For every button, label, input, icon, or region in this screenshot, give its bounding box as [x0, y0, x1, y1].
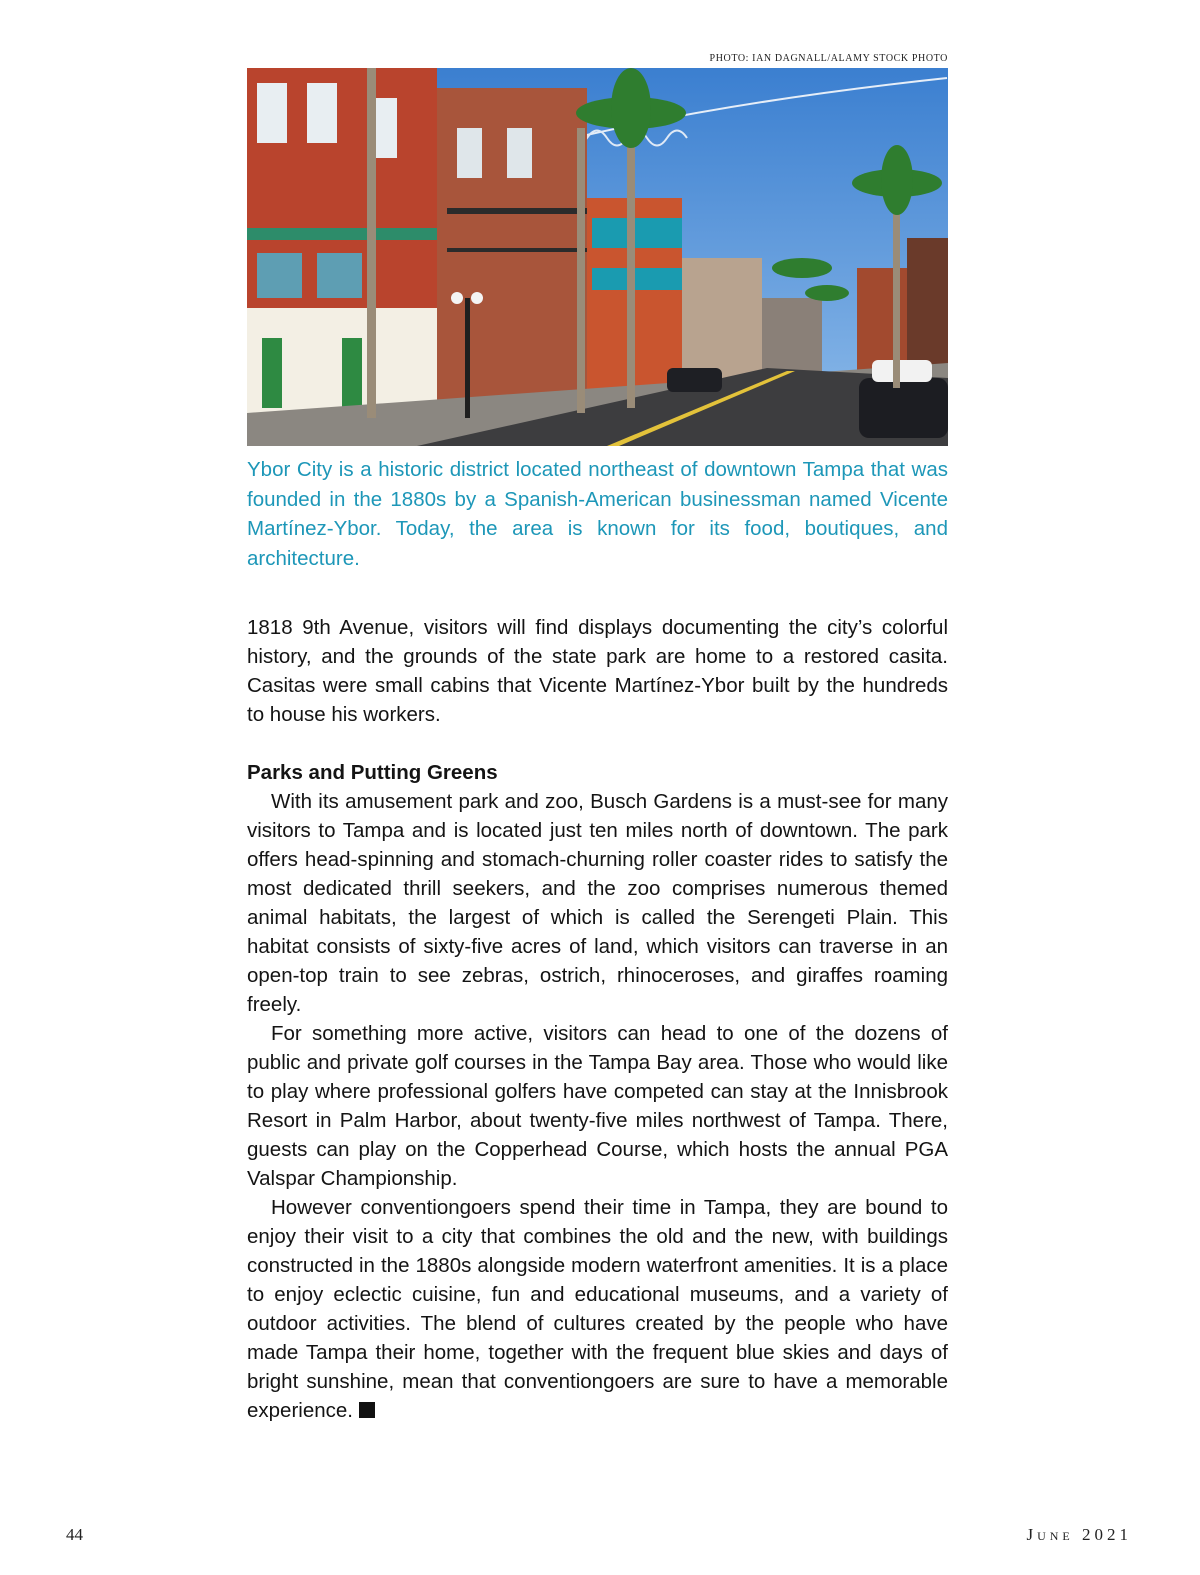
- article-body: [247, 613, 948, 1425]
- issue-date: June 2021: [1026, 1525, 1132, 1544]
- conclusion-text: However conventiongoers spend their time in Tampa, they are bound to enjoy their visit to a city that combines the old and the new, with buildings constructed in the 1880s alongside modern waterfront amenities. It is a place to enjoy eclectic cuisine, fun and educational museums, and a variety of outdoor activities. The blend of cultures created by the people who have made Tampa their home, together with the frequent blue skies and days of bright sunshine, mean that conventiongoers are sure to have a memorable experience.: [247, 1196, 948, 1422]
- paragraph-golf: For something more active, visitors can head to one of the dozens of public and private golf courses in the Tampa Bay area. Those who would like to play where professional golfers have competed can stay at the Innisbrook Resort in Palm Harbor, about twenty-five miles northwest of Tampa. There, guests can play on the Copperhead Course, which hosts the annual PGA Valspar Championship.: [247, 1022, 948, 1190]
- end-of-article-mark: [359, 1402, 375, 1418]
- intro-paragraph: 1818 9th Avenue, visitors will find displays documenting the city’s colorful history, and the grounds of the state park are home to a restored casita. Casitas were small cabins that Vicente Martínez-Ybor built by the hundreds to house his workers.: [247, 616, 948, 726]
- paragraph-conclusion: [247, 1193, 948, 1425]
- paragraph-busch-gardens: With its amusement park and zoo, Busch Gardens is a must-see for many visitors to Tampa and is located just ten miles north of downtown. The park offers head-spinning and stomach-churning roller coaster rides to satisfy the most dedicated thrill seekers, and the zoo comprises numerous themed animal habitats, the largest of which is called the Serengeti Plain. This habitat consists of sixty-five acres of land, which visitors can traverse in an open-top train to see zebras, ostrich, rhinoceroses, and giraffes roaming freely.: [247, 790, 948, 1016]
- photo-caption: Ybor City is a historic district located northeast of downtown Tampa that was founded in the 1880s by a Spanish-American businessman named Vicente Martínez-Ybor. Today, the area is known for its food, boutiques, and architecture.: [247, 458, 948, 570]
- ybor-city-photo: [247, 68, 948, 446]
- section-heading: Parks and Putting Greens: [247, 761, 498, 784]
- photo-credit: PHOTO: IAN DAGNALL/ALAMY STOCK PHOTO: [709, 53, 948, 64]
- street-scene-illustration: [247, 68, 948, 446]
- page-number: 44: [66, 1525, 83, 1544]
